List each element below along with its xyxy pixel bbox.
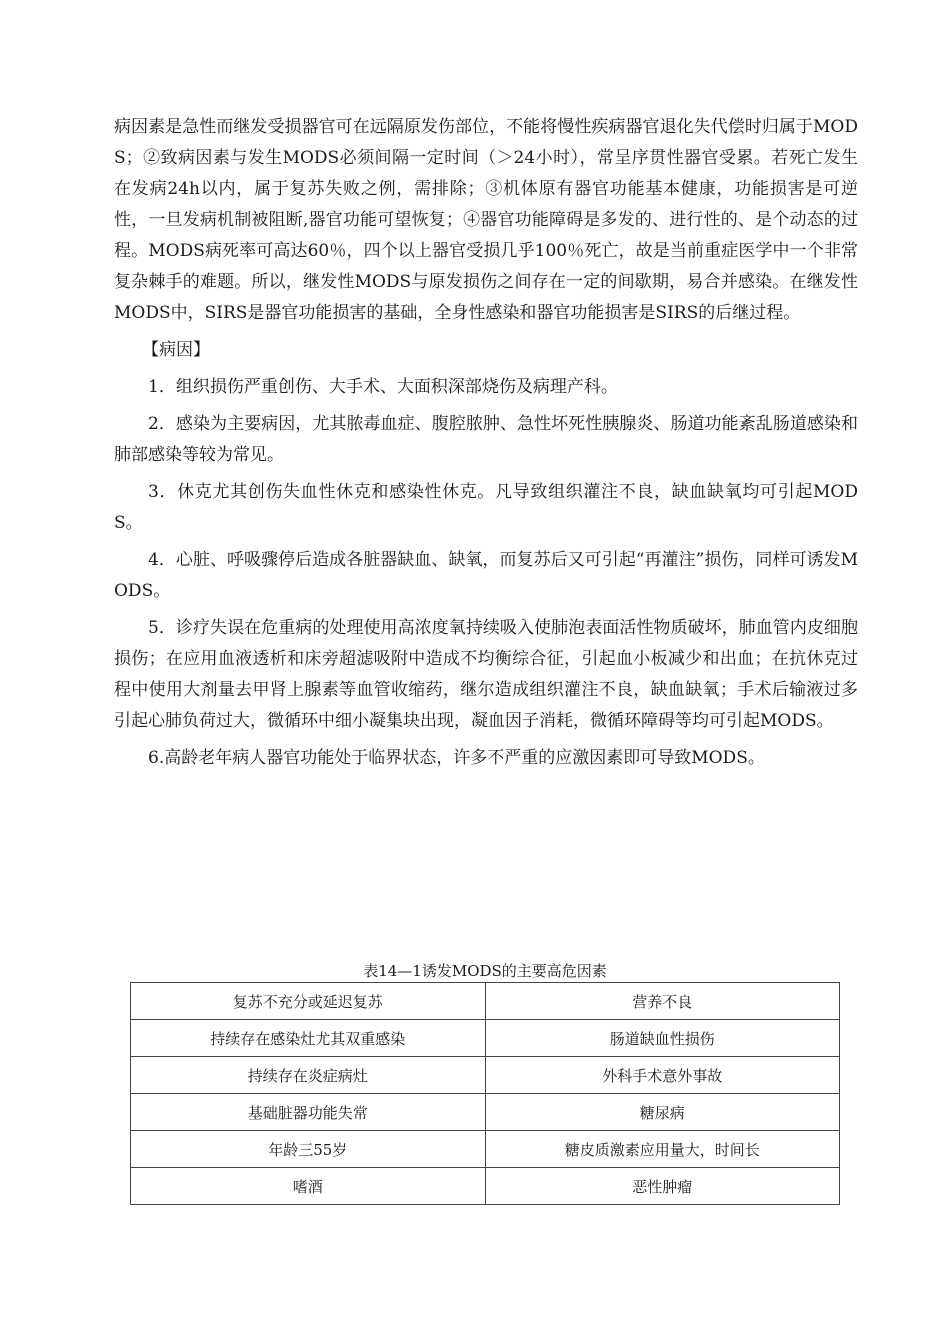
- etiology-item-4: 4．心脏、呼吸骤停后造成各脏器缺血、缺氧，而复苏后又可引起“再灌注”损伤，同样可诱发MODS。: [114, 550, 858, 601]
- table-row: [131, 1094, 840, 1131]
- section-title-etiology: 【病因】: [142, 340, 210, 360]
- etiology-item-1: 1．组织损伤严重创伤、大手术、大面积深部烧伤及病理产科。: [148, 377, 618, 397]
- table-row: [131, 1057, 840, 1094]
- table-caption: 表14—1诱发MODS的主要高危因素: [363, 962, 607, 980]
- etiology-item-6: 6.高龄老年病人器官功能处于临界状态，许多不严重的应激因素即可导致MODS。: [148, 748, 765, 768]
- etiology-item-5: 5．诊疗失误在危重病的处理使用高浓度氧持续吸入使肺泡表面活性物质破坏，肺血管内皮细胞损伤；在应用血液透析和床旁超滤吸附中造成不均衡综合征，引起血小板减少和出血；在抗休克过程中使用大剂量去甲肾上腺素等血管收缩药，继尔造成组织灌注不良，缺血缺氧；手术后输液过多引起心肺负荷过大，微循环中细小凝集块出现，凝血因子消耗，微循环障碍等均可引起MODS。: [114, 618, 858, 731]
- intro-paragraph: 病因素是急性而继发受损器官可在远隔原发伤部位，不能将慢性疾病器官退化失代偿时归属于MODS；②致病因素与发生MODS必须间隔一定时间（＞24小时），常呈序贯性器官受累。若死亡发生在发病24h以内，属于复苏失败之例，需排除；③机体原有器官功能基本健康，功能损害是可逆性，一旦发病机制被阻断,器官功能可望恢复；④器官功能障碍是多发的、进行性的、是个动态的过程。MODS病死率可高达60％，四个以上器官受损几乎100％死亡，故是当前重症医学中一个非常复杂棘手的难题。所以，继发性MODS与原发损伤之间存在一定的间歇期，易合并感染。在继发性MODS中，SIRS是器官功能损害的基础，全身性感染和器官功能损害是SIRS的后继过程。: [114, 117, 858, 323]
- table-cell: 基础脏器功能失常: [131, 1094, 486, 1131]
- table-row: [131, 983, 840, 1020]
- table-cell: 年龄三55岁: [131, 1131, 486, 1168]
- table-cell: 持续存在感染灶尤其双重感染: [131, 1020, 486, 1057]
- table-row: [131, 1020, 840, 1057]
- table-cell: 恶性肿瘤: [485, 1168, 840, 1205]
- table-cell: 肠道缺血性损伤: [485, 1020, 840, 1057]
- table-cell: 复苏不充分或延迟复苏: [131, 983, 486, 1020]
- table-cell: 嗜酒: [131, 1168, 486, 1205]
- etiology-item-2: 2．感染为主要病因，尤其脓毒血症、腹腔脓肿、急性坏死性胰腺炎、肠道功能紊乱肠道感染和肺部感染等较为常见。: [114, 414, 858, 465]
- table-cell: 持续存在炎症病灶: [131, 1057, 486, 1094]
- risk-factor-table: [130, 982, 840, 1205]
- document-body: [114, 112, 858, 780]
- table-cell: 外科手术意外事故: [485, 1057, 840, 1094]
- table-row: [131, 1168, 840, 1205]
- table-row: [131, 1131, 840, 1168]
- table-cell: 营养不良: [485, 983, 840, 1020]
- etiology-item-3: 3．休克尤其创伤失血性休克和感染性休克。凡导致组织灌注不良，缺血缺氧均可引起MODS。: [114, 482, 858, 533]
- table-cell: 糖尿病: [485, 1094, 840, 1131]
- table-cell: 糖皮质激素应用量大，时间长: [485, 1131, 840, 1168]
